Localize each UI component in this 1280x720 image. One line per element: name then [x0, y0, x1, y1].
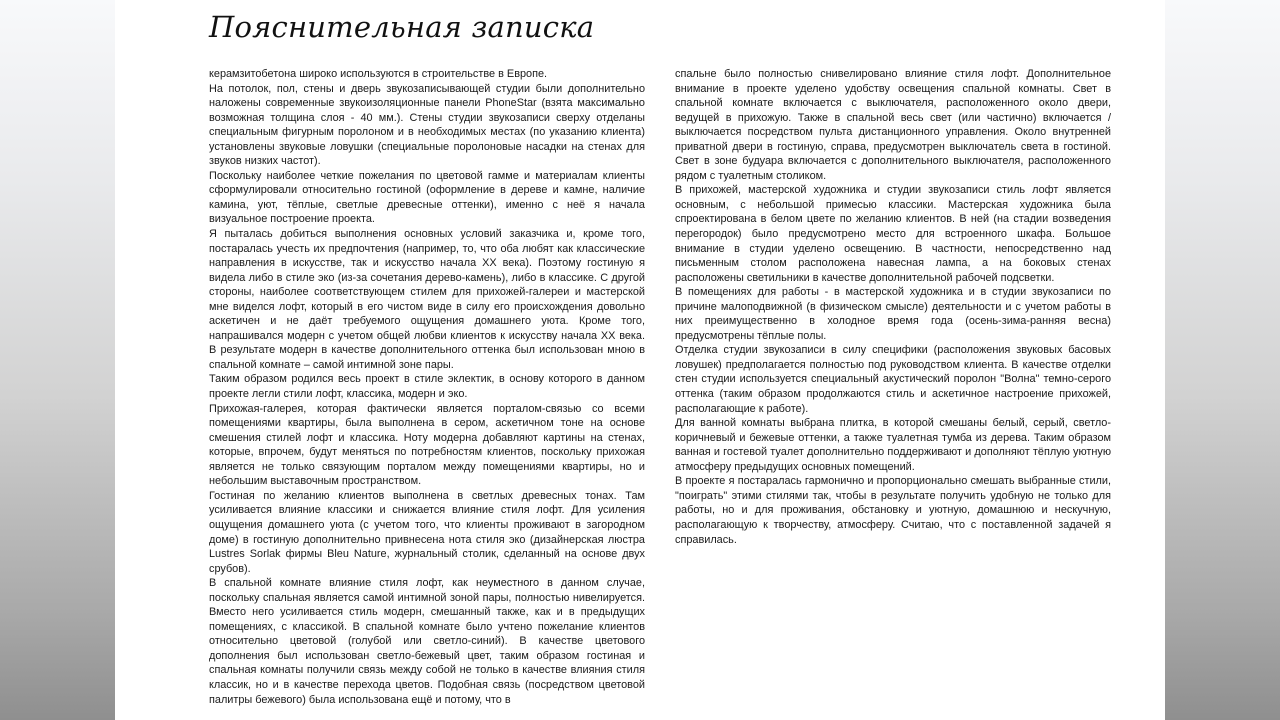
- paragraph: спальне было полностью снивелировано влияние стиля лофт. Дополнительное внимание в проекте уделено удобству освещения спальной комнаты. Свет в спальной комнате включается с выключателя, расположенного около двери, ведущей в прихожую. Также в спальной весь свет (или частично) включается / выключается посредством пульта дистанционного управления. Около внутренней приватной двери в гостиную, справа, предусмотрен выключатель света в гостиной. Свет в зоне будуара включается с дополнительного выключателя, расположенного рядом с туалетным столиком.: [675, 68, 1111, 182]
- paragraph: Таким образом родился весь проект в стиле эклектик, в основу которого в данном проекте легли стили лофт, классика, модерн и эко.: [209, 373, 645, 401]
- paragraph: В прихожей, мастерской художника и студии звукозаписи стиль лофт является основным, с небольшой примесью классики. Мастерская художника была спроектирована в белом цвете по желанию клиентов. В ней (на стадии возведения перегородок) было предусмотрено место для встроенного шкафа. Большое внимание в студии уделено освещению. В частности, непосредственно над письменным столом расположена навесная лампа, а на боковых стенах расположены светильники в качестве дополнительной рабочей подсветки.: [675, 184, 1111, 284]
- paragraph: Прихожая-галерея, которая фактически является порталом-связью со всеми помещениями квартиры, была выполнена в сером, аскетичном тоне на основе смешения стилей лофт и классика. Ноту модерна добавляют картины на стенах, которые, впрочем, будут меняться по потребностям клиентов, поскольку прихожая является не только связующим порталом между помещениями квартиры, но и небольшим выставочным пространством.: [209, 402, 645, 488]
- paragraph: Отделка студии звукозаписи в силу специфики (расположения звуковых басовых ловушек) предполагается полностью под руководством клиента. В качестве отделки стен студии используется специальный акустический поролон "Волна" темно-серого оттенка (таким образом продолжаются стиль и аскетичное настроение прихожей, располагающие к работе).: [675, 344, 1111, 415]
- paragraph: Для ванной комнаты выбрана плитка, в которой смешаны белый, серый, светло-коричневый и бежевые оттенки, а также туалетная тумба из дерева. Таким образом ванная и гостевой туалет дополнительно поддерживают и дополняют тёплую уютную атмосферу предыдущих основных помещений.: [675, 417, 1111, 473]
- right-column: [675, 67, 1111, 547]
- left-column: [209, 67, 645, 707]
- paragraph: Я пыталась добиться выполнения основных условий заказчика и, кроме того, постаралась учесть их предпочтения (например, то, что оба любят как классические направления в искусстве, так и искусство начала XX века). Поэтому гостиную я видела либо в стиле эко (из-за сочетания дерево-камень), либо в классике. С другой стороны, наиболее соответствующем стилем для прихожей-галереи и мастерской мне виделся лофт, который в его чистом виде в силу его происхождения довольно аскетичен и не даёт требуемого ощущения домашнего уюта. Кроме того, напрашивался модерн с учетом общей любви клиентов к искусству начала XX века. В результате модерн в качестве дополнительного оттенка был использован мною в спальной комнате – самой интимной зоне пары.: [209, 228, 645, 371]
- paragraph: Поскольку наиболее четкие пожелания по цветовой гамме и материалам клиенты сформулировали относительно гостиной (оформление в дереве и камне, наличие камина, уют, тёплые, светлые древесные оттенки), именно с неё я начала визуальное построение проекта.: [209, 169, 645, 226]
- paragraph: На потолок, пол, стены и дверь звукозаписывающей студии были дополнительно наложены современные звукоизоляционные панели PhoneStar (взята максимально возможная толщина слоя - 40 мм.). Стены студии звукозаписи сверху отделаны специальным фигурным поролоном и в необходимых местах (по указанию клиента) установлены звуковые ловушки (специальные поролоновые насадки на стенах для звуков низких частот).: [209, 82, 645, 168]
- page-title: Пояснительная записка: [209, 10, 595, 44]
- paragraph: керамзитобетона широко используются в строительстве в Европе.: [209, 68, 548, 80]
- paragraph: В спальной комнате влияние стиля лофт, как неуместного в данном случае, поскольку спальная является самой интимной зоной пары, полностью нивелируется. Вместо него усиливается стиль модерн, смешанный также, как и в предыдущих помещениях, с классикой. В спальной комнате было учтено пожелание клиентов относительно цветовой (голубой или светло-синий). В качестве цветового дополнения был использован светло-бежевый цвет, таким образом гостиная и спальная комнаты получили связь между собой не только в качестве влияния стиля классик, но и в качестве перехода цветов. Подобная связь (посредством цветовой палитры бежевого) была использована ещё и потому, что в: [209, 577, 645, 706]
- paragraph: Гостиная по желанию клиентов выполнена в светлых древесных тонах. Там усиливается влияние классики и снижается влияние стиля лофт. Для усиления ощущения домашнего уюта (с учетом того, что клиенты проживают в загородном доме) в гостиную дополнительно привнесена нота стиля эко (дизайнерская люстра Lustres Sorlak фирмы Bleu Nature, журнальный столик, сделанный на основе двух срубов).: [209, 489, 645, 575]
- paragraph: В помещениях для работы - в мастерской художника и в студии звукозаписи по причине малоподвижной (в физическом смысле) деятельности и с учетом работы в них преимущественно в холодное время года (осень-зима-ранняя весна) предусмотрены тёплые полы.: [675, 286, 1111, 342]
- paragraph: В проекте я постаралась гармонично и пропорционально смешать выбранные стили, "поиграть" этими стилями так, чтобы в результате получить удобную не только для работы, но и для проживания, обстановку и уютную, домашнюю и нескучную, располагающую к творчеству, атмосферу. Считаю, что с поставленной задачей я справилась.: [675, 475, 1111, 546]
- document-page: [115, 0, 1165, 720]
